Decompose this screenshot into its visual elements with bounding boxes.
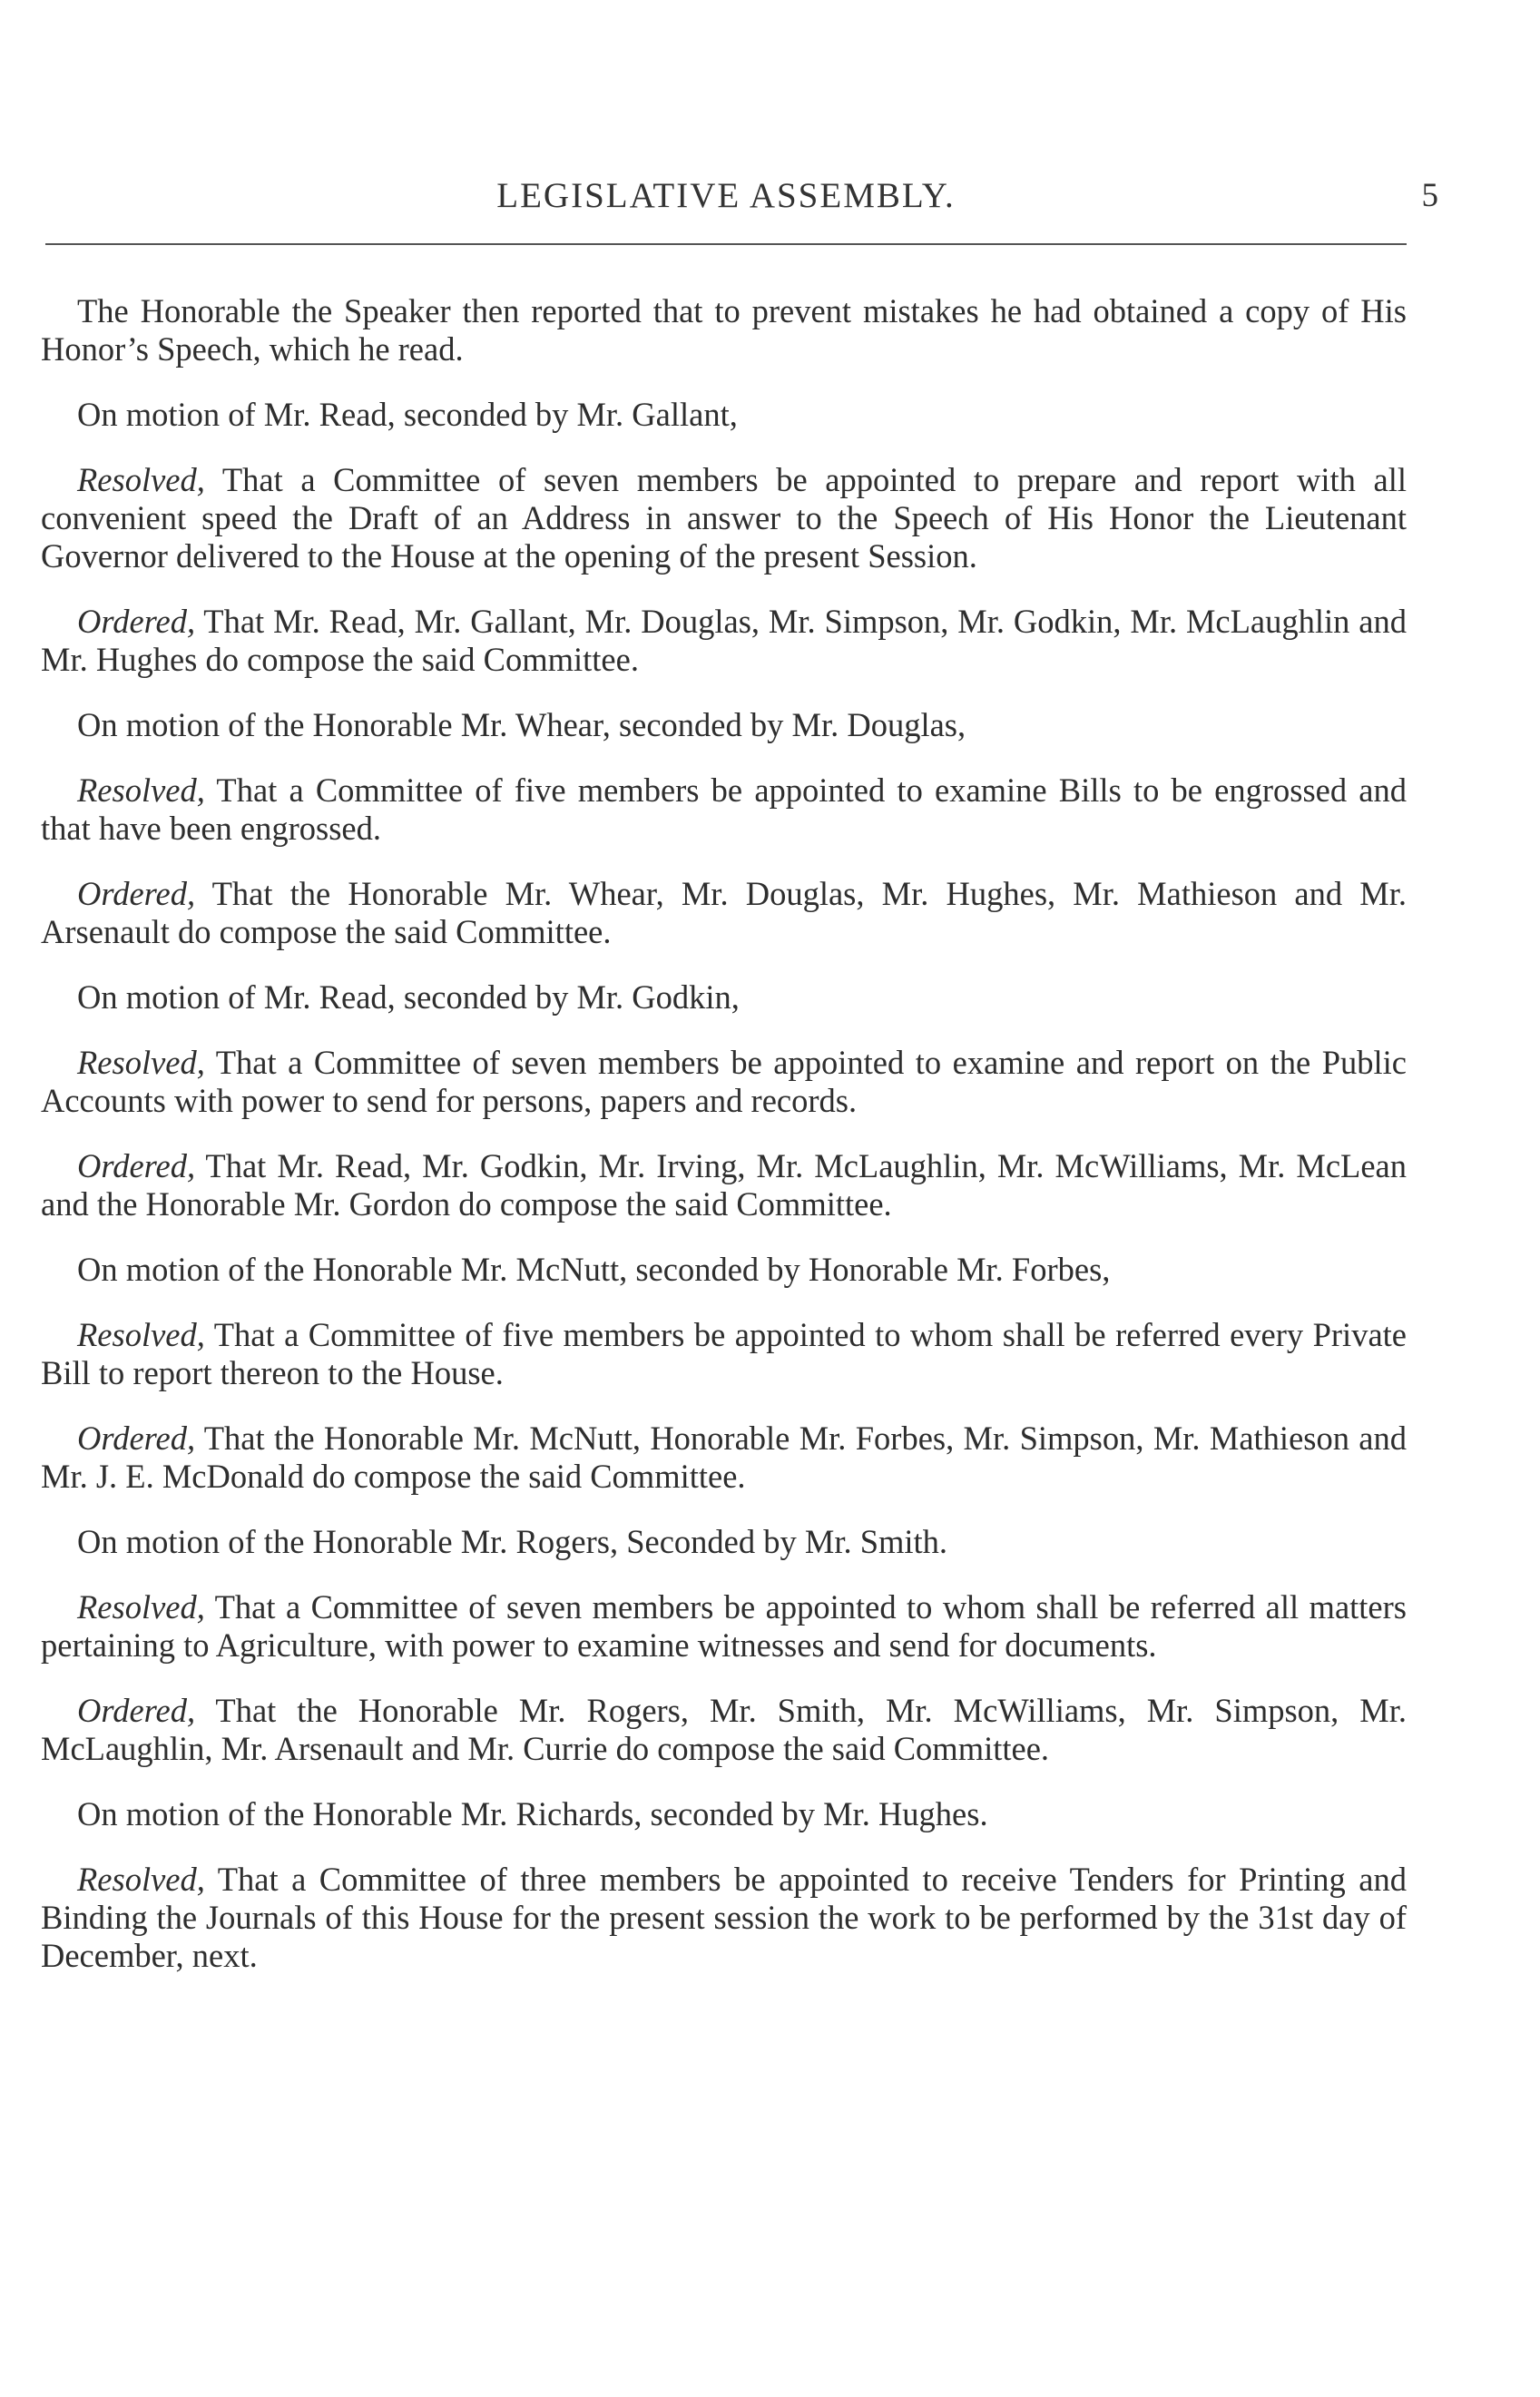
keyword-ordered: Ordered, — [77, 1147, 196, 1184]
paragraph-text: That a Committee of seven members be appointed to whom shall be referred all matters pertaining to Agriculture, with power to examine witnesses and send for documents. — [41, 1588, 1407, 1664]
keyword-resolved: Resolved, — [77, 1861, 205, 1898]
paragraph-ordered — [41, 1420, 1407, 1496]
keyword-resolved: Resolved, — [77, 771, 205, 809]
paragraph-text: That the Honorable Mr. Whear, Mr. Douglas, Mr. Hughes, Mr. Mathieson and Mr. Arsenault do compose the said Committee. — [41, 875, 1407, 950]
paragraph-motion — [41, 1795, 1407, 1833]
paragraph-text: On motion of Mr. Read, seconded by Mr. Gallant, — [77, 396, 738, 433]
paragraph-resolved — [41, 1316, 1407, 1392]
paragraph-ordered — [41, 603, 1407, 679]
paragraph-text: That the Honorable Mr. McNutt, Honorable Mr. Forbes, Mr. Simpson, Mr. Mathieson and Mr. J. E. McDonald do compose the said Committee. — [41, 1420, 1407, 1495]
paragraph-text: On motion of the Honorable Mr. McNutt, seconded by Honorable Mr. Forbes, — [77, 1251, 1111, 1288]
paragraph-text: The Honorable the Speaker then reported that to prevent mistakes he had obtained a copy of His Honor’s Speech, which he read. — [41, 292, 1407, 368]
page-header — [45, 169, 1438, 223]
paragraph-motion — [41, 978, 1407, 1017]
paragraph-text: On motion of the Honorable Mr. Richards, seconded by Mr. Hughes. — [77, 1795, 988, 1832]
header-rule — [45, 243, 1407, 245]
paragraph-text: That a Committee of three members be appointed to receive Tenders for Printing and Binding the Journals of this House for the present session the work to be performed by the 31st day of December, next. — [41, 1861, 1407, 1974]
paragraph-resolved — [41, 771, 1407, 848]
paragraph-text: That the Honorable Mr. Rogers, Mr. Smith, Mr. McWilliams, Mr. Simpson, Mr. McLaughlin, Mr. Arsenault and Mr. Currie do compose the said Committee. — [41, 1692, 1407, 1767]
paragraph-text: That a Committee of five members be appointed to whom shall be referred every Private Bill to report thereon to the House. — [41, 1316, 1407, 1391]
paragraph-motion — [41, 1523, 1407, 1561]
journal-body — [41, 292, 1407, 2002]
paragraph-motion — [41, 706, 1407, 744]
paragraph-text: That a Committee of five members be appointed to examine Bills to be engrossed and that have been engrossed. — [41, 771, 1407, 847]
paragraph-speaker-report — [41, 292, 1407, 368]
paragraph-resolved — [41, 1044, 1407, 1120]
paragraph-resolved — [41, 461, 1407, 575]
keyword-resolved: Resolved, — [77, 1588, 205, 1626]
paragraph-text: That a Committee of seven members be appointed to prepare and report with all convenient speed the Draft of an Address in answer to the Speech of His Honor the Lieutenant Governor delivered to the House at the opening of the present Session. — [41, 461, 1407, 575]
paragraph-resolved — [41, 1588, 1407, 1665]
keyword-resolved: Resolved, — [77, 1316, 205, 1353]
paragraph-text: On motion of Mr. Read, seconded by Mr. Godkin, — [77, 978, 740, 1016]
paragraph-text: On motion of the Honorable Mr. Whear, seconded by Mr. Douglas, — [77, 706, 966, 743]
paragraph-motion — [41, 396, 1407, 434]
paragraph-text: That Mr. Read, Mr. Godkin, Mr. Irving, Mr. McLaughlin, Mr. McWilliams, Mr. McLean and the Honorable Mr. Gordon do compose the said Committee. — [41, 1147, 1407, 1223]
running-title: LEGISLATIVE ASSEMBLY. — [496, 176, 956, 215]
paragraph-ordered — [41, 1147, 1407, 1223]
keyword-ordered: Ordered, — [77, 1420, 196, 1457]
keyword-resolved: Resolved, — [77, 1044, 205, 1081]
page-number: 5 — [1421, 177, 1438, 214]
paragraph-ordered — [41, 875, 1407, 951]
paragraph-text: On motion of the Honorable Mr. Rogers, Seconded by Mr. Smith. — [77, 1523, 948, 1560]
paragraph-resolved — [41, 1861, 1407, 1975]
keyword-ordered: Ordered, — [77, 603, 196, 640]
keyword-ordered: Ordered, — [77, 1692, 196, 1729]
paragraph-text: That a Committee of seven members be appointed to examine and report on the Public Accounts with power to send for persons, papers and records. — [41, 1044, 1407, 1119]
keyword-resolved: Resolved, — [77, 461, 205, 498]
keyword-ordered: Ordered, — [77, 875, 196, 912]
paragraph-text: That Mr. Read, Mr. Gallant, Mr. Douglas, Mr. Simpson, Mr. Godkin, Mr. McLaughlin and Mr. Hughes do compose the said Committee. — [41, 603, 1407, 678]
paragraph-motion — [41, 1251, 1407, 1289]
paragraph-ordered — [41, 1692, 1407, 1768]
